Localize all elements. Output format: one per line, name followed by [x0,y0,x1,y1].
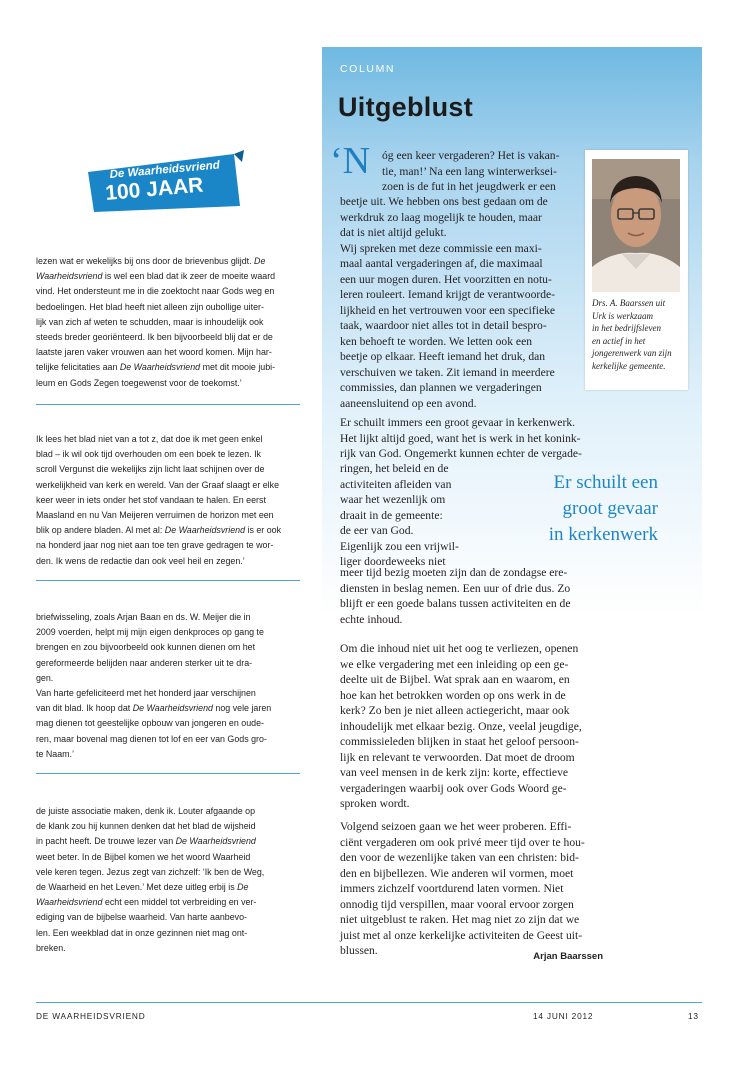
footer-rule [36,1002,702,1003]
caption-line: Urk is werkzaam [592,310,653,321]
text-run: echt een middel tot verbreiding en ver- [102,897,257,908]
italic-run: Waarheidsvriend [36,271,103,282]
text-line: Wij spreken met deze commissie een maxi- [340,241,542,255]
text-run: in pacht heeft. De trouwe lezer van [36,836,176,847]
italic-run: De Waarheidsvriend [132,703,213,714]
text-line [36,538,300,553]
photo-caption [592,297,672,373]
text-line: immers zichzelf voortdurend laten vormen. Niet [340,882,564,895]
text-run: scroll Vergunst die wekelijks zijn licht laat schijnen over de [36,464,265,475]
badge-line2: 100 JAAR [104,173,205,205]
text-line [36,478,300,493]
author-name: Arjan Baarssen [533,951,603,962]
paragraph-1 [340,194,555,411]
text-run: brengen en zou bijvoorbeeld ook kunnen dienen om het [36,642,256,653]
text-run: Ik lees het blad niet van a tot z, dat doe ik met geen enkel [36,434,263,444]
text-run: steeds breder georiënteerd. Ik ben bijvoorbeeld blij dat er de [36,332,273,343]
text-line [36,447,300,462]
section-divider [36,580,300,581]
text-line [36,376,300,391]
text-run: laatste jaren vaker vrouwen aan het woord komen. Mijn har- [36,347,272,358]
text-run: ediging van de bijbelse waarheid. Van harte aanbevo- [36,912,248,923]
text-run: met dit mooie jubi- [200,362,276,373]
text-run: vele keren tegen. Jezus zegt van zichzelf: ‘Ik ben de Weg, [36,866,265,877]
italic-run: De [237,882,249,893]
text-line: lijkheid en het vertrouwen voor een specifieke [340,303,556,317]
section-divider [36,404,300,405]
text-line: verschuiven we taken. Zit iemand in meerdere [340,365,555,379]
paragraph-4 [340,819,585,959]
text-run: te Naam.’ [36,748,74,759]
text-line [36,330,300,345]
text-run: vind. Het ondersteunt me in die zoektocht naar Gods weg en [36,286,275,297]
text-line: activiteiten afleiden van [340,477,452,491]
pull-quote-line: Er schuilt een [553,472,658,493]
pull-quote [520,470,658,548]
text-run: blik op andere bladen. Al met al: [36,525,165,536]
text-run: lezen wat er wekelijks bij ons door de brievenbus glijdt. [36,256,255,266]
text-line: juist met al onze kerkelijke activiteiten de Geest uit- [340,928,583,942]
text-run: van dit blad. Ik hoop dat [36,703,133,714]
footer-page-number: 13 [688,1011,699,1021]
text-run: Van harte gefeliciteerd met het honderd jaar verschijnen [36,688,256,699]
text-line [36,345,300,360]
text-line: van veel mensen in de kerk zijn: korte, effectieve [340,766,569,779]
left-section-4 [36,804,300,956]
left-section-3 [36,610,300,762]
text-line [36,432,300,447]
text-line: Eigenlijk zou een vrijwil- [340,539,459,553]
paragraph-3 [340,641,582,812]
text-line: waar het wezenlijk om [340,493,446,506]
text-run: weet beter. In de Bijbel komen we het woord Waarheid [36,851,251,862]
text-line: rijk van God. Ongemerkt kunnen echter de vergade- [340,447,582,460]
text-run: breken. [36,942,66,953]
text-line [36,523,300,538]
pull-quote-line: groot gevaar [562,498,658,519]
text-line [36,686,300,701]
italic-run: De [254,256,266,266]
text-line: blussen. [340,944,378,957]
text-line: lijk en relevant te verwoorden. Dat moet de droom [340,750,575,764]
footer-publication: DE WAARHEIDSVRIEND [36,1011,146,1021]
text-run: briefwisseling, zoals Arjan Baan en ds. W. Meijer die in [36,612,251,622]
caption-line: Drs. A. Baarssen uit [592,298,666,308]
text-run: den. Ik wens de redactie dan ook veel heil en zegen.’ [36,555,245,566]
text-line [36,269,300,284]
text-line [36,850,300,865]
text-run: nog vele jaren [212,703,272,714]
paragraph-2-narrow [340,461,459,570]
text-line: commissieleden blijken in staat het geloof persoon- [340,735,579,748]
text-line [36,610,300,625]
anniversary-badge [84,150,244,216]
text-line: den voor de wezenlijke taken van een christen: bid- [340,851,579,864]
section-divider [36,773,300,774]
text-line: meer tijd bezig moeten zijn dan de zondagse ere- [340,566,568,579]
text-line: zoen is de fut in het jeugdwerk er een [382,180,556,193]
text-line: Het lijkt altijd goed, want het is werk in het konink- [340,431,581,445]
caption-line: in het bedrijfsleven [592,323,661,334]
italic-run: Waarheidsvriend [36,897,103,908]
text-line [36,315,300,330]
text-run: keer weer in iets onder het stof vandaan te halen. En eerst [36,494,266,505]
text-line: taak, waardoor niet alles tot in detail bespro- [340,319,547,332]
text-line: werkdruk zo laag mogelijk te houden, maar [340,210,542,224]
text-line [36,300,300,315]
italic-run: De Waarheidsvriend [164,525,246,536]
text-run: de juiste associatie maken, denk ik. Louter afgaande op [36,806,256,816]
left-section-2 [36,432,300,569]
text-line: draait in de gemeente: [340,508,443,522]
text-line: inhoudelijk met elkaar bezig. Onze, veelal jeugdige, [340,719,582,733]
left-section-1 [36,254,300,391]
text-line: niet uitgeblust te raken. Het mag niet zo zijn dat we [340,913,580,926]
paragraph-2 [340,415,582,462]
text-line [36,732,300,747]
text-line [36,865,300,880]
text-line: maal aantal vergaderingen af, die maximaal [340,257,543,270]
paragraph-2-end [340,565,571,627]
text-run: len. Een weekblad dat in onze gezinnen niet mag ont- [36,927,248,938]
text-line: onnodig tijd verspillen, maar vooral ervoor zorgen [340,897,574,911]
column-label: COLUMN [340,63,396,75]
caption-line: jongerenwerk van zijn [592,348,672,359]
drop-cap: ‘N [330,140,371,182]
text-line: ringen, het beleid en de [340,462,449,475]
text-run: telijke felicitaties aan [36,362,120,373]
author-photo [592,159,680,292]
text-run: is wel een blad dat ik zeer de moeite waard [102,271,276,282]
text-line [36,941,300,956]
text-line [36,554,300,569]
text-line [36,819,300,834]
text-run: ren, maar bovenal mag dienen tot lof en eer van Gods gro- [36,733,267,744]
text-line [36,910,300,925]
text-line [36,640,300,655]
text-run: 2009 voerden, helpt mij mijn eigen denkproces op gang te [36,627,264,638]
pull-quote-line: in kerkenwerk [548,524,658,545]
text-line: den en bijbellezen. Wie anderen wil vormen, moet [340,866,574,880]
text-line: vergaderingen waarbij ook over Gods Woord ge- [340,781,567,795]
text-line: Er schuilt immers een groot gevaar in kerkenwerk. [340,416,576,429]
text-line [36,926,300,941]
text-line: ciënt vergaderen om ook privé meer tijd over te hou- [340,835,585,849]
portrait-illustration [592,159,680,292]
text-line: deelte uit de Bijbel. Wat sprak aan en waarom, en [340,673,570,686]
text-run: werkelijkheid van kerk en wereld. Van der Graaf slaagt er elke [36,479,280,490]
text-line: kerk? Zo ben je niet alleen actiegericht, maar ook [340,704,570,717]
text-line: diensten in beslag nemen. Een uur of drie dus. Zo [340,581,571,595]
text-line: Volgend seizoen gaan we het weer proberen. Effi- [340,820,572,833]
text-run: de klank zou hij kunnen denken dat het blad de wijsheid [36,821,256,832]
text-line: echte inhoud. [340,612,403,626]
text-run: bedoelingen. Het blad heeft niet alleen zijn oubollige uiter- [36,301,264,312]
caption-line: en actief in het [592,335,646,346]
text-run: mag dienen tot geestelijke opbouw van jongeren en oude- [36,718,264,729]
text-line: we elke vergadering met een inleiding op een ge- [340,657,569,671]
text-line [36,834,300,849]
intro-lines [382,148,559,195]
text-run: leum en Gods Zegen toegewenst voor de toekomst.’ [36,377,242,388]
text-line [36,895,300,910]
italic-run: De Waarheidsvriend [119,362,201,373]
text-line: beetje op elkaar. Heeft iemand het druk, dan [340,350,546,363]
text-line: leren rouleert. Iemand krijgt de verantwoorde- [340,288,556,301]
text-line [36,284,300,299]
footer-date: 14 JUNI 2012 [533,1011,594,1021]
text-line: sproken wordt. [340,797,410,810]
text-line [36,462,300,477]
text-line [36,508,300,523]
text-line: dat is niet altijd gelukt. [340,226,447,239]
badge-line1: De Waarheidsvriend [109,159,221,181]
text-run: is er ook [245,525,282,536]
text-line: liger doordeweeks niet [340,555,446,568]
caption-line: kerkelijke gemeente. [592,360,666,371]
text-line: hoe kan het betrokken worden op ons werk in de [340,688,566,702]
text-line: blijft er een goede balans tussen activiteiten en de [340,597,571,610]
text-line [36,716,300,731]
text-line: aaneensluitend op een avond. [340,396,477,410]
text-line [36,880,300,895]
text-line [36,493,300,508]
text-line: een uur mogen duren. Het voorzitten en notu- [340,272,552,286]
text-line: beetje uit. We hebben ons best gedaan om de [340,195,548,208]
text-run: na honderd jaar nog niet aan toe ten grave gedragen te wor- [36,540,274,551]
text-run: gen. [36,672,54,683]
text-run: Maasland en nu Van Meijeren verruimen de horizon met een [36,510,274,521]
text-run: gereformeerde belijden naar anderen sterker uit te dra- [36,657,253,668]
text-line: Om die inhoud niet uit het oog te verliezen, openen [340,642,579,655]
column-title: Uitgeblust [338,92,473,122]
text-line: tie, man!’ Na een lang winterwerksei- [382,164,557,178]
text-run: lijk van zich af weten te schudden, maar is inhoudelijk ook [36,316,264,327]
text-line [36,360,300,375]
text-line [36,701,300,716]
text-line: de eer van God. [340,524,414,537]
text-line: ken behoeft te worden. We letten ook een [340,334,533,348]
text-line [36,625,300,640]
text-line [36,254,300,269]
text-line: commissies, dan plannen we vergaderingen [340,381,542,394]
text-line [36,656,300,671]
text-line [36,671,300,686]
text-run: de Waarheid en het Leven.’ Met deze uitleg erbij is [36,882,238,893]
text-line: óg een keer vergaderen? Het is vakan- [382,149,560,162]
italic-run: De Waarheidsvriend [175,836,256,847]
text-run: blad – ik wil ook tijd overhouden om een boek te lezen. Ik [36,449,261,460]
text-line [36,747,300,762]
text-line [36,804,300,819]
